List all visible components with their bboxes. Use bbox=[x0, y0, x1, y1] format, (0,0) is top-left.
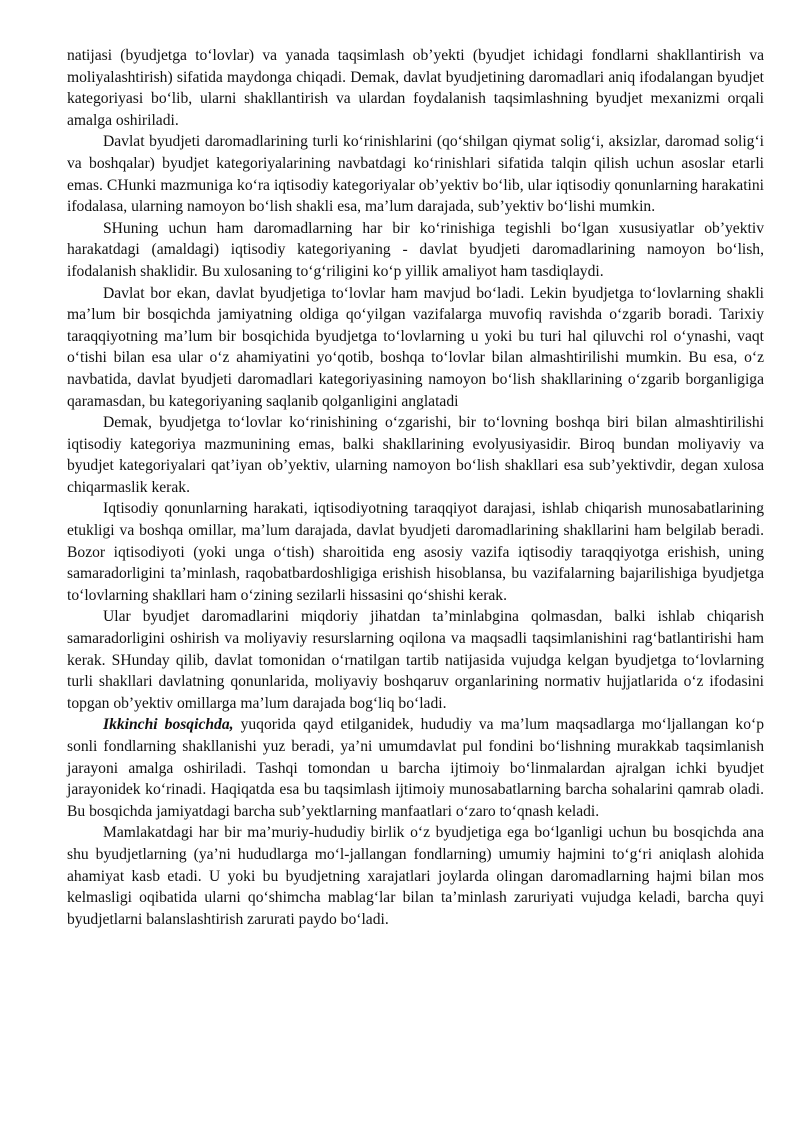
paragraph-6 bbox=[67, 498, 764, 606]
document-page bbox=[67, 45, 764, 930]
paragraph-7-text: Ular byudjet daromadlarini miqdoriy jihatdan ta’minlabgina qolmasdan, balki ishlab chiqarish samaradorligini oshirish va moliyaviy resurslarning oqilona va maqsadli taqsimlanishini rag‘batlantirishi ham kerak. SHunday qilib, davlat tomonidan o‘rnatilgan tartib natijasida vujudga kelgan byudjetga to‘lovlarning turli shakllari davlatning qonunlarida, moliyaviy boshqaruv organlarining normativ hujjatlarida o‘z ifodasini topgan ob’yektiv omillarga ma’lum darajada bog‘liq bo‘ladi. bbox=[67, 608, 764, 712]
paragraph-1 bbox=[67, 45, 764, 131]
paragraph-8 bbox=[67, 714, 764, 822]
paragraph-2-text: Davlat byudjeti daromadlarining turli ko‘rinishlarini (qo‘shilgan qiymat solig‘i, aksizlar, daromad solig‘i va boshqalar) byudjet kategoriyalarining navbatdagi ko‘rinishlari sifatida talqin qilish uchun asoslar etarli emas. CHunki mazmuniga ko‘ra iqtisodiy kategoriyalar ob’yektiv bo‘lib, ular iqtisodiy qonunlarning harakatini ifodalasa, ularning namoyon bo‘lish shakli esa, ma’lum darajada, sub’yektiv bo‘lishi mumkin. bbox=[67, 133, 764, 216]
paragraph-5-text: Demak, byudjetga to‘lovlar ko‘rinishining o‘zgarishi, bir to‘lovning boshqa biri bilan almashtirilishi iqtisodiy kategoriya mazmunining emas, balki shakllarining evolyusiyasidir. Biroq bundan moliyaviy va byudjet kategoriyalari qat’iyan ob’yektiv, ularning namoyon bo‘lish shakllari esa sub’yektivdir, degan xulosa chiqarmaslik kerak. bbox=[67, 414, 764, 496]
paragraph-9 bbox=[67, 822, 764, 930]
paragraph-9-text: Mamlakatdagi har bir ma’muriy-hududiy birlik o‘z byudjetiga ega bo‘lganligi uchun bu bosqichda ana shu byudjetlarning (ya’ni hududlarga mo‘l-jallangan fondlarning) umumiy hajmini to‘g‘ri aniqlash alohida ahamiyat kasb etadi. U yoki bu byudjetning xarajatlari joylarda olingan daromadlarning hajmi bilan mos kelmasligi oqibatida ularni qo‘shimcha mablag‘lar bilan ta’minlash zaruriyati vujudga keladi, barcha quyi byudjetlarni balanslashtirish zarurati paydo bo‘ladi. bbox=[67, 824, 764, 928]
paragraph-4-text: Davlat bor ekan, davlat byudjetiga to‘lovlar ham mavjud bo‘ladi. Lekin byudjetga to‘lovlarning shakli ma’lum bir bosqichda jamiyatning oldiga qo‘yilgan vazifalarga muvofiq ravishda o‘zgarib boradi. Tarixiy taraqqiyotning ma’lum bir bosqichida byudjetga to‘lovlarning u yoki bu turi hal qiluvchi rol o‘ynashi, vaqt o‘tishi bilan esa ular o‘z ahamiyatini yo‘qotib, boshqa to‘lovlar bilan almashtirilishi mumkin. Bu esa, o‘z navbatida, davlat byudjeti daromadlari kategoriyasining namoyon bo‘lish shakllarining o‘zgarib borganligiga qaramasdan, bu kategoriyaning saqlanib qolganligini anglatadi bbox=[67, 284, 764, 410]
paragraph-2 bbox=[67, 131, 764, 217]
paragraph-7 bbox=[67, 606, 764, 714]
paragraph-3-text: SHuning uchun ham daromadlarning har bir ko‘rinishiga tegishli bo‘lgan xususiyatlar ob’yektiv harakatdagi (amaldagi) iqtisodiy kategoriyaning - davlat byudjeti daromadlarining namoyon bo‘lish, ifodalanish shaklidir. Bu xulosaning to‘g‘riligini ko‘p yillik amaliyot ham tasdiqlaydi. bbox=[67, 219, 764, 280]
paragraph-8-lead: Ikkinchi bosqichda, bbox=[103, 716, 234, 734]
paragraph-3 bbox=[67, 218, 764, 283]
paragraph-5 bbox=[67, 412, 764, 498]
paragraph-8-text: yuqorida qayd etilganidek, hududiy va ma’lum maqsadlarga mo‘ljallangan ko‘p sonli fondlarning shakllanishi yuz beradi, ya’ni umumdavlat pul fondini bo‘lishning murakkab taqsimlanish jarayoni amalga oshiriladi. Tashqi tomondan u barcha ijtimoiy bo‘linmalardan ajralgan ichki byudjet jarayonidek ko‘rinadi. Haqiqatda esa bu taqsimlash ijtimoiy munosabatlarning barcha sohalarini qamrab oladi. Bu bosqichda jamiyatdagi barcha sub’yektlarning manfaatlari o‘zaro to‘qnash keladi. bbox=[67, 716, 764, 820]
paragraph-4 bbox=[67, 283, 764, 413]
paragraph-1-text: natijasi (byudjetga to‘lovlar) va yanada taqsimlash ob’yekti (byudjet ichidagi fondlarni shakllantirish va moliyalashtirish) sifatida maydonga chiqadi. Demak, davlat byudjetining daromadlari aniq ifodalangan byudjet kategoriyasi bo‘lib, ularni shakllantirish va ulardan foydalanish taqsimlashning byudjet mexanizmi orqali amalga oshiriladi. bbox=[67, 47, 764, 129]
paragraph-6-text: Iqtisodiy qonunlarning harakati, iqtisodiyotning taraqqiyot darajasi, ishlab chiqarish munosabatlarining etukligi va boshqa omillar, ma’lum darajada, davlat byudjeti daromadlarining shakllarini ham belgilab beradi. Bozor iqtisodiyoti (yoki unga o‘tish) sharoitida eng asosiy vazifa iqtisodiy taraqqiyotga erishish, uning samaradorligini ta’minlash, raqobatbardoshligiga erishish hisoblansa, bu vazifalarning bajarilishiga byudjetga to‘lovlarning shakllari ham o‘zining sezilarli hissasini qo‘shishi kerak. bbox=[67, 500, 764, 604]
